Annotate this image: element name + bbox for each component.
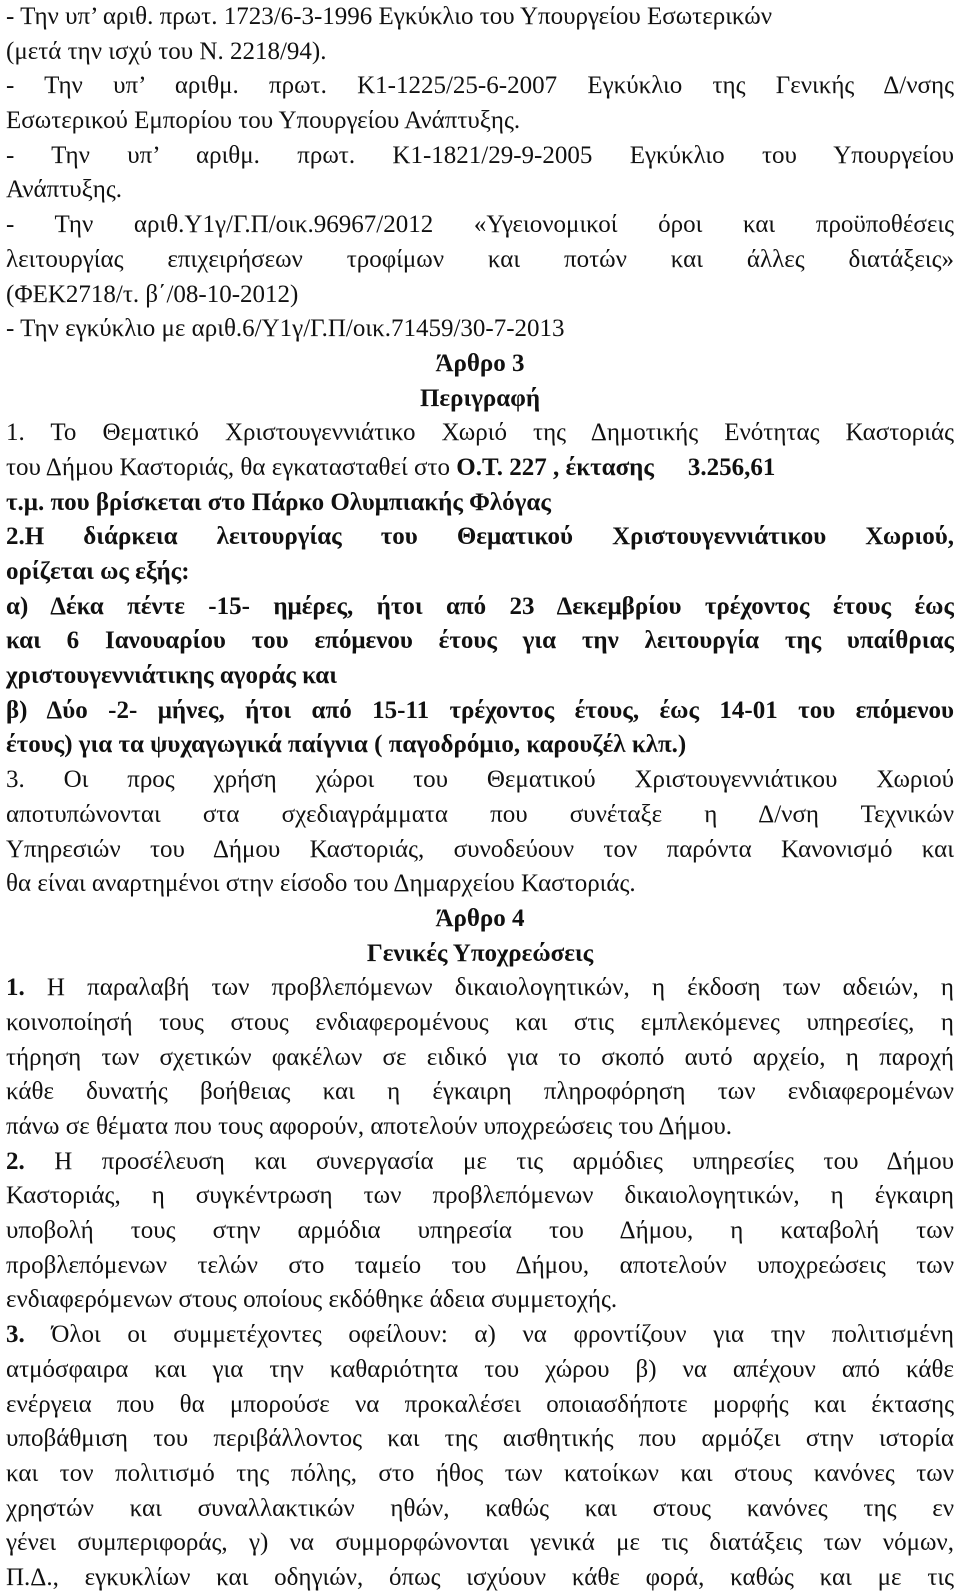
- paragraph-line: α) Δέκα πέντε -15- ημέρες, ήτοι από 23 Δεκεμβρίου τρέχοντος έτους έως: [6, 592, 954, 620]
- paragraph-line: πάνω σε θέματα που τους αφορούν, αποτελούν υποχρεώσεις του Δήμου.: [6, 1113, 733, 1140]
- plot-area: 3.256,61: [687, 453, 776, 481]
- reference-line: (ΦΕΚ2718/τ. β΄/08-10-2012): [6, 280, 299, 308]
- paragraph-line: ενδιαφερόμενων στους οποίους εκδόθηκε άδεια συμμετοχής.: [6, 1286, 618, 1314]
- plot-number: Ο.Τ. 227 , έκτασης: [456, 453, 654, 481]
- article-4: [6, 902, 954, 1596]
- paragraph-line: υποβάθμιση του περιβάλλοντος και της αισθητικής που αρμόζει στην ιστορία: [6, 1425, 954, 1453]
- article-3: [6, 347, 954, 902]
- reference-line: λειτουργίας επιχειρήσεων τροφίμων και ποτών και άλλες διατάξεις»: [6, 245, 954, 273]
- paragraph-line: Π.Δ., εγκυκλίων και οδηγιών, όπως ισχύουν κάθε φορά, καθώς και με τις: [6, 1563, 954, 1591]
- paragraph-text: του Δήμου Καστοριάς, θα εγκατασταθεί στο: [6, 453, 451, 481]
- paragraph-line: ατμόσφαιρα και για την καθαριότητα του χώρου β) να απέχουν από κάθε: [6, 1355, 954, 1383]
- references-list: [6, 0, 954, 347]
- article-3-heading: Άρθρο 3: [435, 349, 525, 377]
- paragraph-line: θα είναι αναρτημένοι στην είσοδο του Δημαρχείου Καστοριάς.: [6, 870, 636, 898]
- paragraph-line: [6, 971, 954, 1006]
- paragraph-line: ορίζεται ως εξής:: [6, 558, 190, 585]
- paragraph-line: υποβολή τους στην αρμόδια υπηρεσία του Δήμου, η καταβολή των: [6, 1217, 954, 1245]
- paragraph-line: έτους) για τα ψυχαγωγικά παίγνια ( παγοδρόμιο, καρουζέλ κλπ.): [6, 731, 687, 759]
- paragraph-line: Καστοριάς, η συγκέντρωση των προβλεπόμενων δικαιολογητικών, η έγκαιρη: [6, 1182, 954, 1210]
- reference-line: - Την υπ’ αριθμ. πρωτ. Κ1-1225/25-6-2007 Εγκύκλιο της Γενικής Δ/νσης: [6, 72, 954, 100]
- paragraph-line: 3. Οι προς χρήση χώροι του Θεματικού Χριστουγεννιάτικου Χωριού: [6, 766, 954, 794]
- article-4-subheading: Γενικές Υποχρεώσεις: [366, 939, 594, 967]
- paragraph-line: τ.μ. που βρίσκεται στο Πάρκο Ολυμπιακής Φλόγας: [6, 488, 551, 516]
- paragraph-line: και 6 Ιανουαρίου του επόμενου έτους για την λειτουργία της υπαίθριας: [6, 627, 954, 655]
- reference-line: Ανάπτυξης.: [6, 176, 123, 204]
- article-4-heading: Άρθρο 4: [435, 904, 525, 932]
- paragraph-text: Όλοι οι συμμετέχοντες οφείλουν: α) να φροντίζουν για την πολιτισμένη: [24, 1321, 954, 1349]
- paragraph-number: 3.: [6, 1321, 25, 1349]
- reference-line: - Την εγκύκλιο με αριθ.6/Υ1γ/Γ.Π/οικ.71459/30-7-2013: [6, 315, 565, 343]
- paragraph-line: κάθε δυνατής βοήθειας και η έγκαιρη πληροφόρηση των ενδιαφερομένων: [6, 1078, 954, 1106]
- paragraph-line: χρηστών και συναλλακτικών ηθών, καθώς και στους κανόνες της εν: [6, 1494, 954, 1522]
- paragraph-line: τήρηση των σχετικών φακέλων σε ειδικό για το σκοπό αυτό αρχείο, η παροχή: [6, 1043, 954, 1071]
- reference-line: - Την υπ’ αριθμ. πρωτ. Κ1-1821/29-9-2005 Εγκύκλιο του Υπουργείου: [6, 141, 954, 169]
- paragraph-line: γένει συμπεριφοράς, γ) να συμμορφώνονται γενικά με τις διατάξεις των νόμων,: [6, 1529, 954, 1557]
- paragraph-line: [6, 1145, 954, 1180]
- paragraph-number: 2.: [6, 1147, 25, 1175]
- paragraph-line: Υπηρεσιών του Δήμου Καστοριάς, συνοδεύουν τον παρόντα Κανονισμό και: [6, 835, 954, 863]
- paragraph-number: 1.: [6, 974, 25, 1002]
- reference-line: (μετά την ισχύ του Ν. 2218/94).: [6, 37, 327, 65]
- paragraph-line: προβλεπόμενων τελών στο ταμείο του Δήμου, αποτελούν υποχρεώσεις των: [6, 1251, 954, 1279]
- article-3-subheading: Περιγραφή: [419, 384, 541, 412]
- paragraph-line: [6, 1318, 954, 1353]
- paragraph-line: ενέργεια που θα μπορούσε να προκαλέσει οποιασδήποτε μορφής και έκτασης: [6, 1390, 954, 1418]
- reference-line: Εσωτερικού Εμπορίου του Υπουργείου Ανάπτυξης.: [6, 107, 521, 135]
- paragraph-text: Η προσέλευση και συνεργασία με τις αρμόδιες υπηρεσίες του Δήμου: [24, 1147, 954, 1175]
- paragraph-line: χριστουγεννιάτικης αγοράς και: [6, 662, 337, 690]
- paragraph-line: β) Δύο -2- μήνες, ήτοι από 15-11 τρέχοντος έτους, έως 14-01 του επόμενου: [6, 696, 954, 724]
- paragraph-line: 2.Η διάρκεια λειτουργίας του Θεματικού Χριστουγεννιάτικου Χωριού,: [6, 523, 954, 551]
- paragraph-text: Η παραλαβή των προβλεπόμενων δικαιολογητικών, η έκδοση των αδειών, η: [24, 974, 954, 1002]
- paragraph-line: [6, 451, 954, 486]
- paragraph-line: 1. Το Θεματικό Χριστουγεννιάτικο Χωριό της Δημοτικής Ενότητας Καστοριάς: [6, 419, 954, 447]
- paragraph-line: αποτυπώνονται στα σχεδιαγράμματα που συνέταξε η Δ/νση Τεχνικών: [6, 800, 954, 828]
- reference-line: - Την υπ’ αριθ. πρωτ. 1723/6-3-1996 Εγκύκλιο του Υπουργείου Εσωτερικών: [6, 3, 773, 30]
- reference-line: - Την αριθ.Υ1γ/Γ.Π/οικ.96967/2012 «Υγειονομικοί όροι και προϋποθέσεις: [6, 211, 954, 239]
- paragraph-line: κοινοποίησή τους στους ενδιαφερομένους και στις εμπλεκόμενες υπηρεσίες, η: [6, 1008, 954, 1036]
- paragraph-line: και τον πολιτισμό της πόλης, στο ήθος των κατοίκων και στους κανόνες των: [6, 1459, 954, 1487]
